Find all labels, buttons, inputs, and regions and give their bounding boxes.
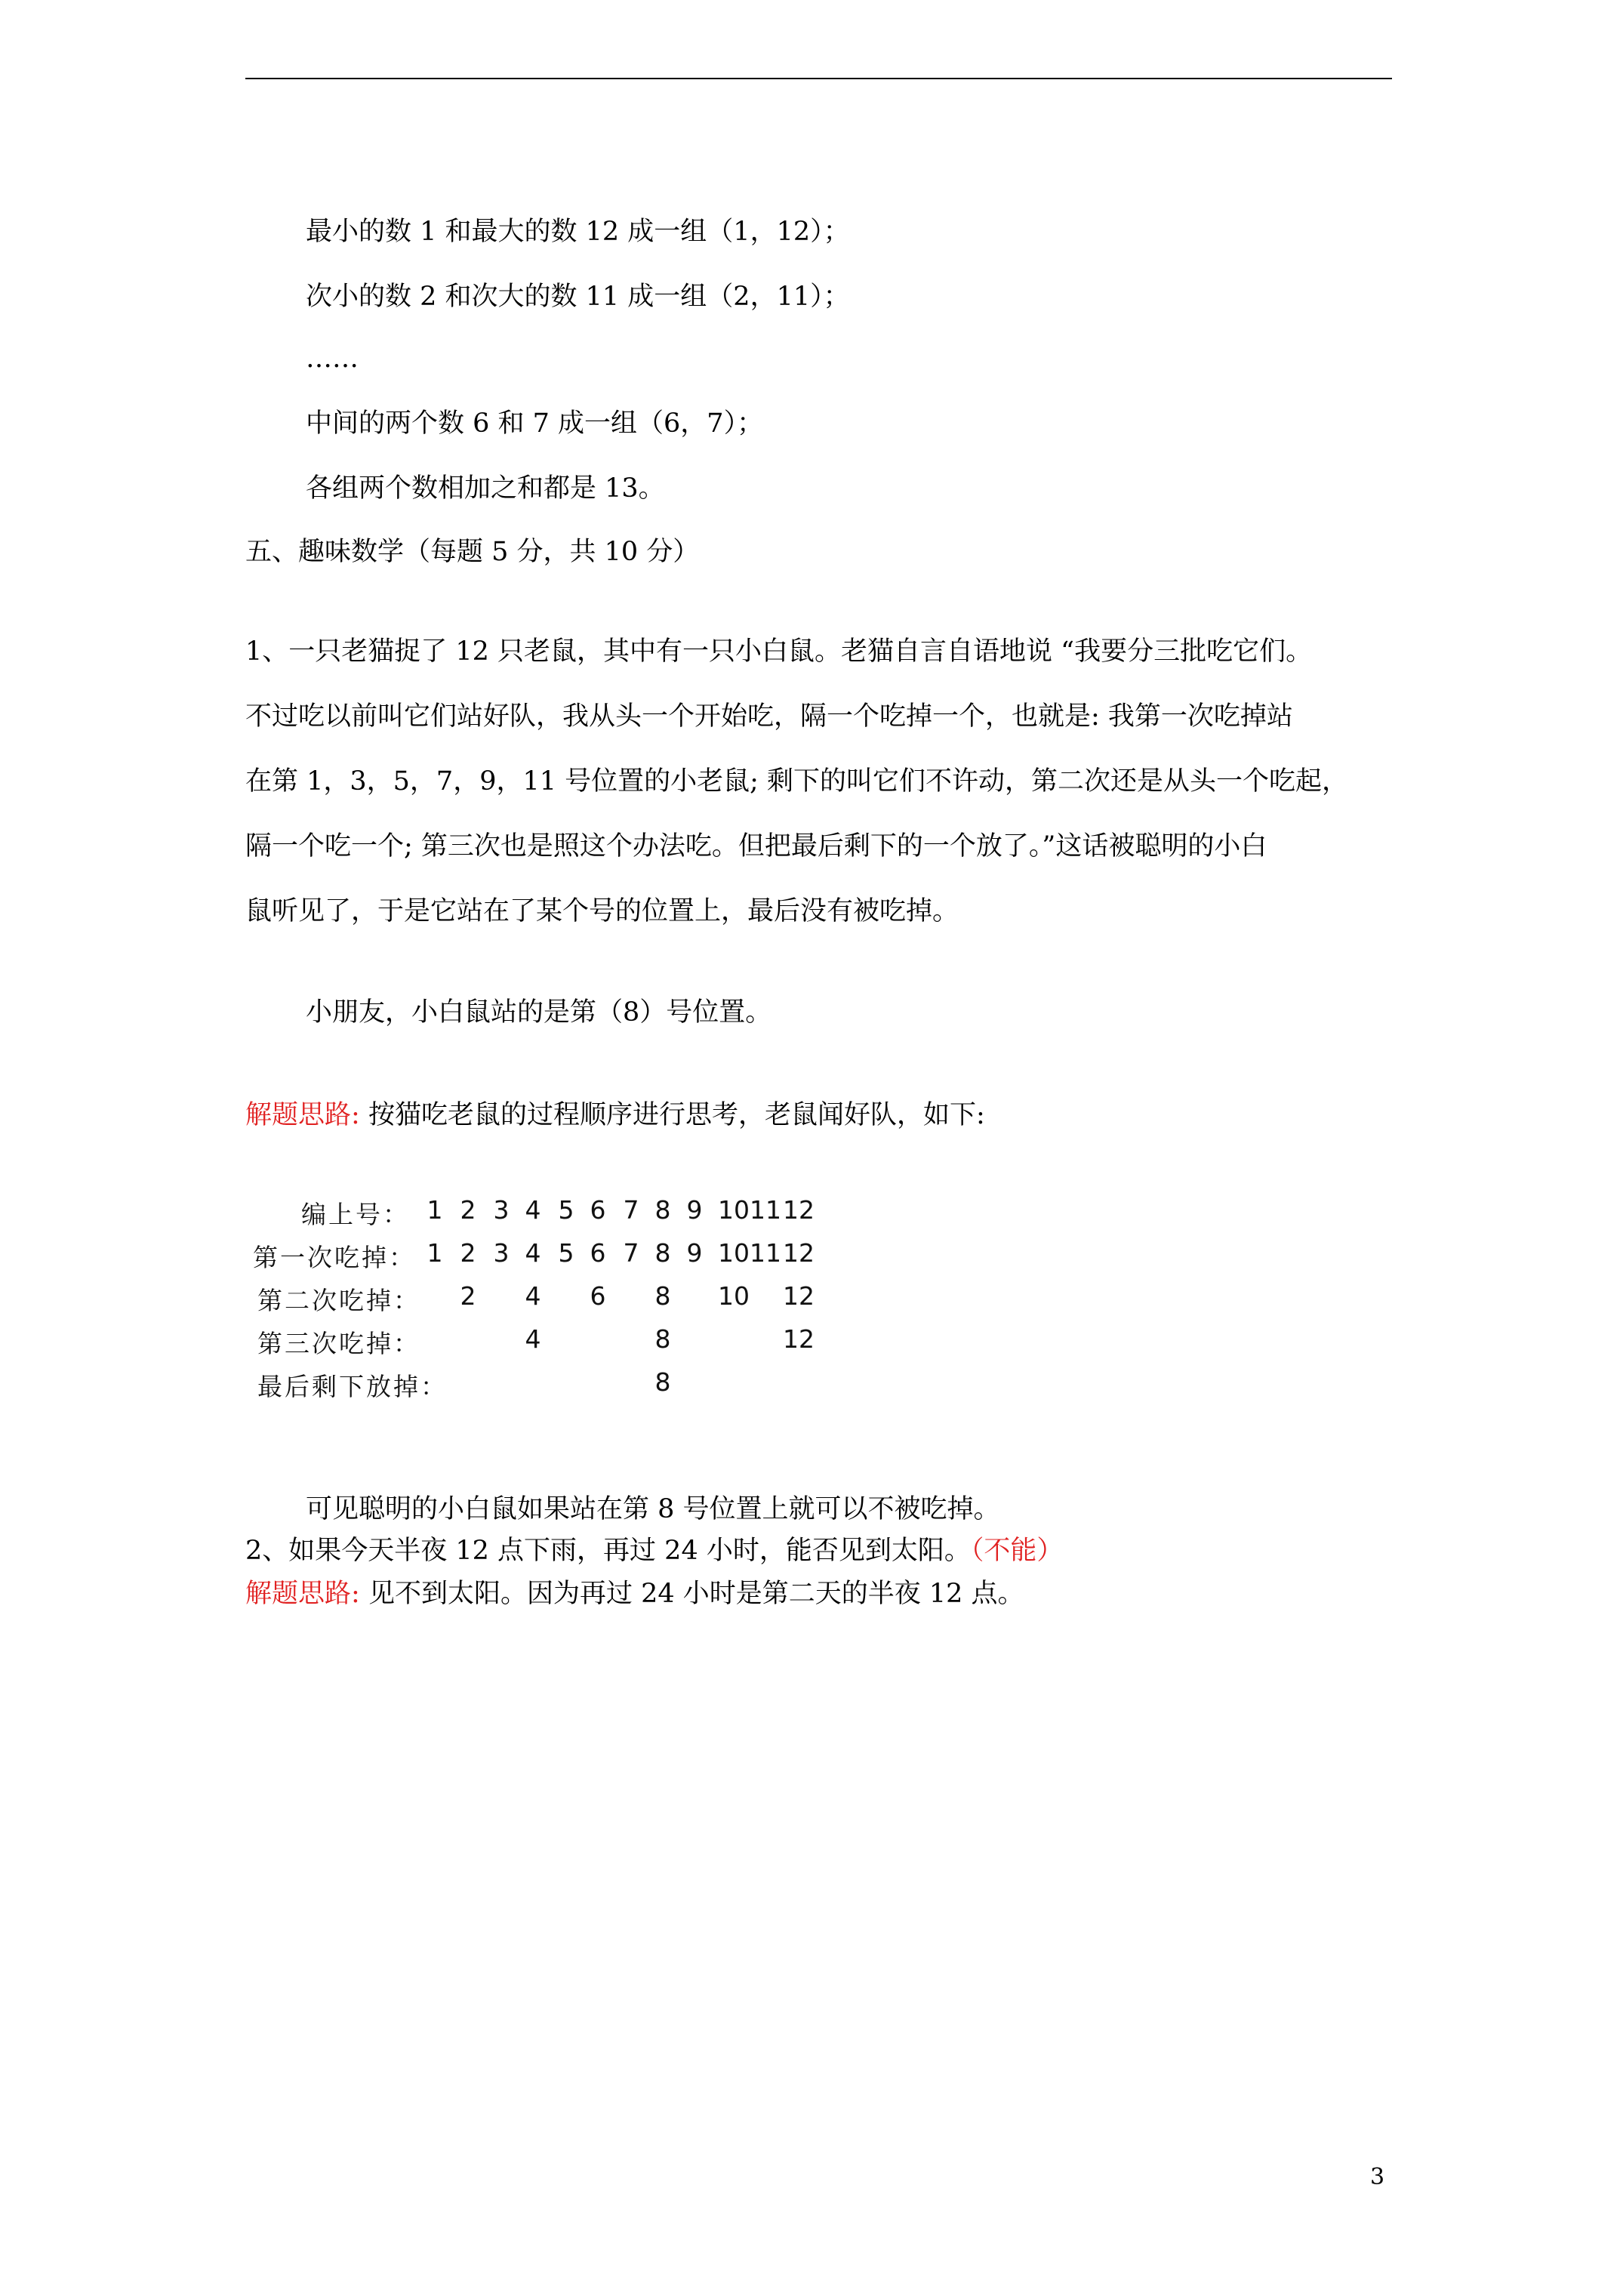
q1-line-1: 1、一只老猫捉了 12 只老鼠，其中有一只小白鼠。老猫自言自语地说 “我要分三批吃它们。 <box>245 636 1313 667</box>
table-cell: 5 <box>558 1238 574 1268</box>
table-row-label: 第一次吃掉： <box>253 1243 416 1272</box>
table-cell: 7 <box>623 1238 639 1268</box>
table-cell: 10 <box>718 1195 750 1225</box>
q1-line-3: 在第 1，3，5，7，9，11 号位置的小老鼠; 剩下的叫它们不许动，第二次还是从头一个吃起， <box>245 766 1349 797</box>
table-cell: 8 <box>654 1195 671 1225</box>
q1-line-2: 不过吃以前叫它们站好队，我从头一个开始吃，隔一个吃掉一个，也就是: 我第一次吃掉站 <box>245 701 1293 732</box>
text-line-4: 各组两个数相加之和都是 13。 <box>306 473 665 504</box>
q1-conclusion: 可见聪明的小白鼠如果站在第 8 号位置上就可以不被吃掉。 <box>306 1494 1000 1524</box>
table-cell: 11 <box>750 1238 781 1268</box>
q1-hint <box>245 1097 985 1133</box>
table-cell: 12 <box>783 1238 815 1268</box>
table-cell: 12 <box>783 1324 815 1354</box>
table-row-label: 编上号： <box>301 1200 410 1229</box>
section-title: 五、趣味数学（每题 5 分，共 10 分） <box>245 537 700 567</box>
table-cell: 6 <box>590 1238 606 1268</box>
table-cell: 11 <box>750 1195 781 1225</box>
table-cell: 3 <box>493 1238 510 1268</box>
q1-answer: 小朋友，小白鼠站的是第（8）号位置。 <box>306 997 772 1028</box>
header-rule <box>245 78 1392 79</box>
table-cell: 4 <box>525 1281 541 1311</box>
table-cell: 1 <box>427 1238 443 1268</box>
q2-answer: （不能） <box>970 1536 1064 1566</box>
table-cell: 2 <box>460 1238 476 1268</box>
table-cell: 8 <box>654 1238 671 1268</box>
q2-hint-label: 解题思路: <box>245 1579 360 1609</box>
text-line-ellipsis: …… <box>306 344 359 374</box>
table-cell: 6 <box>590 1195 606 1225</box>
q2-hint-text: 见不到太阳。因为再过 24 小时是第二天的半夜 12 点。 <box>368 1579 1024 1609</box>
table-cell: 4 <box>525 1195 541 1225</box>
table-cell: 9 <box>686 1195 703 1225</box>
table-cell: 2 <box>460 1195 476 1225</box>
text-line-2: 次小的数 2 和次大的数 11 成一组（2，11）； <box>306 282 850 312</box>
q1-line-5: 鼠听见了，于是它站在了某个号的位置上，最后没有被吃掉。 <box>245 896 959 926</box>
table-row-label: 第二次吃掉： <box>257 1286 420 1315</box>
table-cell: 8 <box>654 1281 671 1311</box>
table-cell: 3 <box>493 1195 510 1225</box>
q1-hint-label: 解题思路: <box>245 1100 360 1130</box>
q2-question-text: 2、如果今天半夜 12 点下雨，再过 24 小时，能否见到太阳。 <box>245 1536 971 1566</box>
table-cell: 10 <box>718 1238 750 1268</box>
q1-hint-text: 按猫吃老鼠的过程顺序进行思考，老鼠闻好队，如下: <box>368 1100 985 1130</box>
table-cell: 6 <box>590 1281 606 1311</box>
table-cell: 4 <box>525 1238 541 1268</box>
q1-line-4: 隔一个吃一个; 第三次也是照这个办法吃。但把最后剩下的一个放了。”这话被聪明的小白 <box>245 831 1267 861</box>
table-cell: 4 <box>525 1324 541 1354</box>
q2-hint <box>245 1576 1024 1612</box>
table-cell: 10 <box>718 1281 750 1311</box>
table-row-label: 最后剩下放掉： <box>257 1372 448 1401</box>
table-cell: 5 <box>558 1195 574 1225</box>
table-cell: 2 <box>460 1281 476 1311</box>
table-cell: 8 <box>654 1324 671 1354</box>
table-row-label: 第三次吃掉： <box>257 1329 420 1358</box>
table-cell: 12 <box>783 1195 815 1225</box>
q2-question <box>245 1533 1063 1569</box>
table-cell: 1 <box>427 1195 443 1225</box>
table-cell: 12 <box>783 1281 815 1311</box>
table-cell: 9 <box>686 1238 703 1268</box>
table-cell: 8 <box>654 1367 671 1397</box>
text-line-3: 中间的两个数 6 和 7 成一组（6，7）； <box>306 408 764 439</box>
text-line-1: 最小的数 1 和最大的数 12 成一组（1，12）； <box>306 217 850 247</box>
table-cell: 7 <box>623 1195 639 1225</box>
page-number: 3 <box>1370 2164 1385 2190</box>
